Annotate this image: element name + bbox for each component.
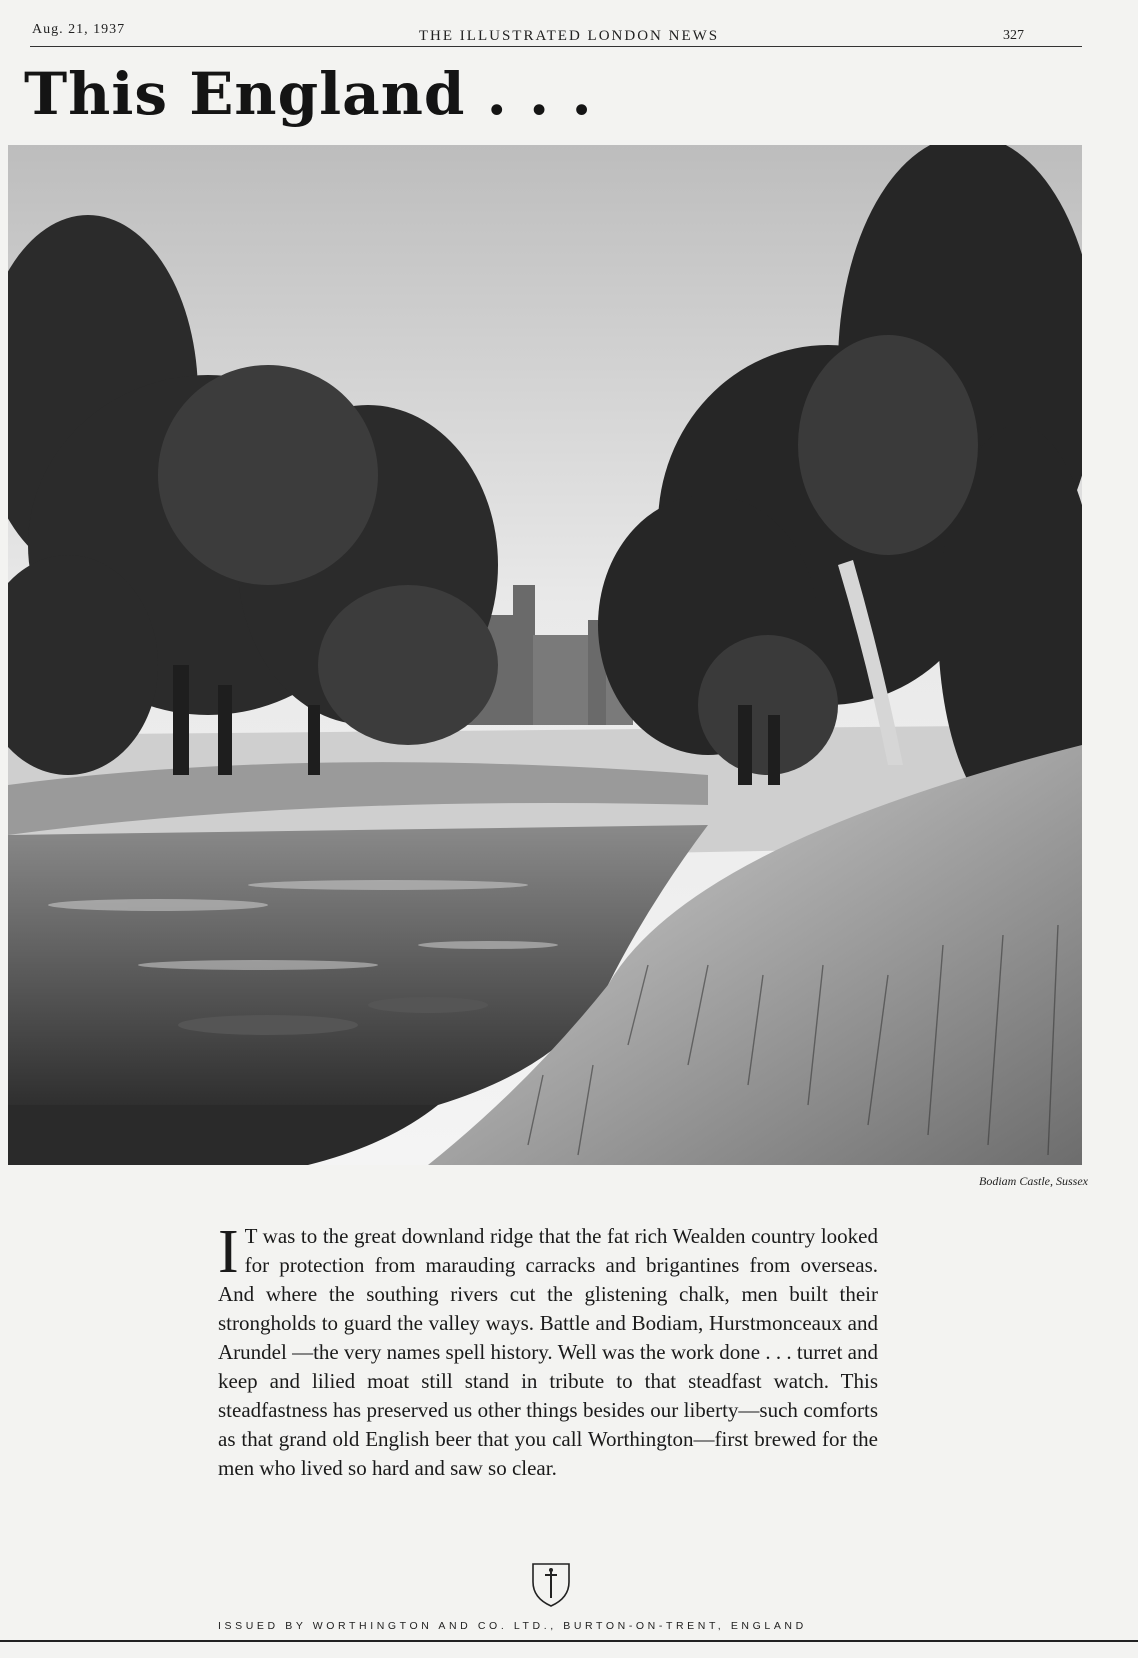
issuer-line: ISSUED BY WORTHINGTON AND CO. LTD., BURTON-ON-TRENT, ENGLAND	[218, 1620, 807, 1632]
header-date: Aug. 21, 1937	[32, 22, 126, 37]
page-number: 327	[1003, 28, 1024, 43]
drop-cap: I	[218, 1218, 239, 1286]
body-paragraph: T was to the great downland ridge that the fat rich Wealden country looked for protection from marauding carracks and brigantines from overseas. And where the southing rivers cut the glistening chalk, men built their strongholds to guard the valley ways. Battle and Bodiam, Hurstmonceaux and Arundel —the very names spell history. Well was the work done . . . turret and keep and lilied moat still stand in tribute to that steadfast watch. This steadfastness has preserved us other things besides our liberty—such comforts as that grand old English beer that you call Worthington—first brewed for the men who lived so hard and saw so clear.	[218, 1224, 878, 1480]
headline: This England . . .	[24, 60, 593, 128]
photo-caption: Bodiam Castle, Sussex	[979, 1174, 1088, 1188]
shield-dagger-icon	[530, 1560, 572, 1608]
advertisement-body	[218, 1218, 878, 1483]
footer-rule	[0, 1640, 1138, 1642]
landscape-photo	[8, 145, 1082, 1165]
header-rule	[30, 46, 1082, 47]
publication-title: THE ILLUSTRATED LONDON NEWS	[418, 28, 720, 44]
